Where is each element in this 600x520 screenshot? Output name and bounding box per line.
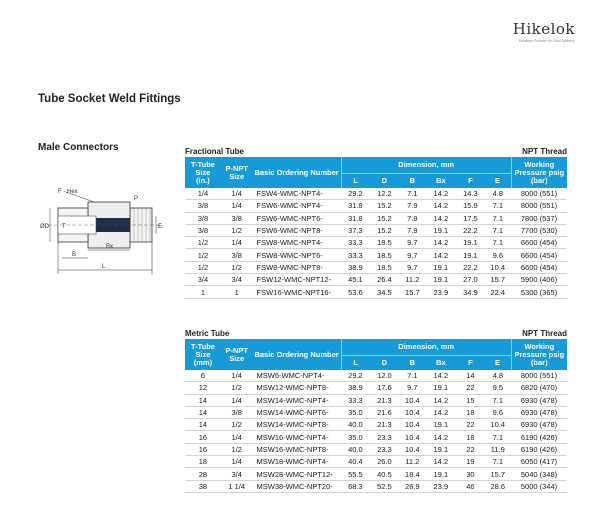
table-cell: 33.3: [341, 249, 369, 261]
table-cell: 7.9: [399, 200, 425, 212]
table-row: [185, 237, 567, 249]
col-dimension: Dimension, mm: [341, 339, 511, 356]
table-cell: 14.2: [426, 431, 457, 443]
page-title: Tube Socket Weld Fittings: [38, 93, 181, 105]
table-cell: MSW18-WMC-NPT4-: [253, 456, 342, 468]
table-row: [185, 431, 567, 443]
table-cell: 1/4: [221, 188, 253, 200]
table-cell: 14.2: [426, 237, 457, 249]
hex-label: F - Hex: [58, 189, 78, 195]
table-cell: 7.1: [485, 456, 511, 468]
table-cell: 10.4: [399, 419, 425, 431]
table-cell: 16: [185, 443, 221, 455]
table-cell: 1 1/4: [221, 480, 253, 492]
table-cell: 7.9: [399, 224, 425, 236]
table-cell: 9.6: [485, 249, 511, 261]
table-cell: 35.0: [341, 431, 369, 443]
table-cell: 40.5: [370, 468, 400, 480]
table-cell: 14.2: [426, 188, 457, 200]
table-cell: 19.1: [426, 261, 457, 273]
col-dim-l: L: [341, 174, 369, 189]
table-cell: 30: [456, 468, 484, 480]
table-cell: 3/8: [185, 200, 221, 212]
p-label: P: [134, 196, 139, 202]
metric-thread: NPT Thread: [522, 329, 567, 338]
table-cell: 7.1: [485, 200, 511, 212]
col-ordering-number: Basic Ordering Number: [253, 157, 342, 188]
table-cell: 10.4: [485, 261, 511, 273]
table-cell: 16: [185, 431, 221, 443]
table-cell: 1/4: [221, 237, 253, 249]
col-dim-f: F: [456, 174, 484, 189]
metric-caption: Metric Tube: [185, 329, 230, 338]
table-cell: 18: [456, 406, 484, 418]
table-cell: 1/4: [221, 431, 253, 443]
table-cell: FSW6-WMC-NPT8-: [253, 224, 342, 236]
table-cell: 1/4: [221, 456, 253, 468]
table-cell: 5900 (406): [511, 274, 567, 286]
table-cell: 22.2: [456, 261, 484, 273]
table-cell: 14: [185, 394, 221, 406]
table-cell: 3/4: [221, 468, 253, 480]
col-working-pressure: Working Pressure psig (bar): [511, 339, 567, 370]
table-cell: 26.9: [399, 480, 425, 492]
table-cell: FSW4-WMC-NPT4-: [253, 188, 342, 200]
col-dim-d: D: [370, 356, 400, 371]
table-cell: 7.1: [485, 394, 511, 406]
table-cell: 10.4: [485, 419, 511, 431]
table-cell: MSW14-WMC-NPT4-: [253, 394, 342, 406]
table-cell: 19.1: [426, 224, 457, 236]
table-cell: 14.2: [426, 212, 457, 224]
table-cell: 19.1: [456, 249, 484, 261]
table-cell: 5040 (348): [511, 468, 567, 480]
table-cell: 5300 (365): [511, 286, 567, 298]
table-cell: 6820 (470): [511, 382, 567, 394]
brand-tagline: Solutions Provider for Fluid Systems: [518, 39, 575, 43]
table-cell: 9.7: [399, 261, 425, 273]
table-cell: 68.3: [341, 480, 369, 492]
table-cell: 29.2: [341, 188, 369, 200]
fractional-caption: Fractional Tube: [185, 147, 244, 156]
table-cell: MSW38-WMC-NPT20-: [253, 480, 342, 492]
table-cell: 14.3: [456, 188, 484, 200]
table-cell: FSW16-WMC-NPT16-: [253, 286, 342, 298]
table-cell: 6600 (454): [511, 249, 567, 261]
table-cell: MSW16-WMC-NPT4-: [253, 431, 342, 443]
fractional-thread: NPT Thread: [522, 147, 567, 156]
col-dimension: Dimension, mm: [341, 157, 511, 174]
table-cell: MSW12-WMC-NPT8-: [253, 382, 342, 394]
table-cell: 11.2: [399, 274, 425, 286]
table-row: [185, 443, 567, 455]
table-cell: 22: [456, 419, 484, 431]
table-row: [185, 419, 567, 431]
table-cell: 33.3: [341, 394, 369, 406]
table-row: [185, 382, 567, 394]
table-cell: 38: [185, 480, 221, 492]
table-cell: 26.0: [370, 456, 400, 468]
col-dim-b: B: [399, 174, 425, 189]
col-ordering-number: Basic Ordering Number: [253, 339, 342, 370]
col-dim-bx: Bx: [426, 174, 457, 189]
table-cell: 40.0: [341, 443, 369, 455]
table-cell: 3/4: [185, 274, 221, 286]
table-cell: 34.5: [370, 286, 400, 298]
col-tube-size: T-Tube Size (in.): [185, 157, 221, 188]
table-cell: 1/2: [185, 261, 221, 273]
table-cell: 31.8: [341, 200, 369, 212]
table-cell: 14: [185, 419, 221, 431]
table-cell: 3/8: [221, 212, 253, 224]
e-label: E: [158, 224, 163, 230]
col-tube-size: T-Tube Size (mm): [185, 339, 221, 370]
table-cell: 14.2: [426, 406, 457, 418]
table-cell: 23.9: [426, 286, 457, 298]
table-cell: 10.4: [399, 394, 425, 406]
table-cell: 8000 (551): [511, 370, 567, 382]
table-cell: 14: [185, 406, 221, 418]
col-dim-f: F: [456, 356, 484, 371]
table-cell: 3/4: [221, 274, 253, 286]
table-cell: 15.2: [370, 224, 400, 236]
table-cell: 14.2: [426, 200, 457, 212]
fractional-table: [185, 157, 567, 299]
table-cell: 5000 (344): [511, 480, 567, 492]
table-row: [185, 456, 567, 468]
fractional-caption-row: [185, 146, 567, 157]
od-label: ØD: [40, 224, 49, 230]
table-cell: FSW6-WMC-NPT4-: [253, 200, 342, 212]
table-row: [185, 200, 567, 212]
table-cell: 15.7: [399, 286, 425, 298]
table-cell: FSW12-WMC-NPT12-: [253, 274, 342, 286]
table-cell: 18: [185, 456, 221, 468]
metric-table: [185, 339, 567, 493]
col-working-pressure: Working Pressure psig (bar): [511, 157, 567, 188]
table-cell: 1/2: [221, 382, 253, 394]
table-cell: 17.5: [456, 212, 484, 224]
table-cell: 14.2: [426, 249, 457, 261]
bx-label: Bx: [106, 244, 114, 250]
table-cell: 23.3: [370, 431, 400, 443]
table-cell: 21.3: [370, 394, 400, 406]
table-cell: 1/4: [221, 370, 253, 382]
table-cell: 1/4: [221, 394, 253, 406]
table-cell: 22.4: [485, 286, 511, 298]
table-cell: 19.1: [426, 382, 457, 394]
table-row: [185, 394, 567, 406]
table-cell: 9.7: [399, 382, 425, 394]
table-cell: 7.9: [399, 212, 425, 224]
table-cell: 52.5: [370, 480, 400, 492]
table-cell: 12: [185, 382, 221, 394]
table-row: [185, 224, 567, 236]
table-cell: 11.2: [399, 456, 425, 468]
table-cell: 19: [456, 456, 484, 468]
table-cell: 1/2: [221, 224, 253, 236]
table-cell: 28: [185, 468, 221, 480]
table-cell: 35.0: [341, 406, 369, 418]
col-dim-bx: Bx: [426, 356, 457, 371]
table-cell: FSW8-WMC-NPT4-: [253, 237, 342, 249]
table-cell: MSW14-WMC-NPT8-: [253, 419, 342, 431]
table-row: [185, 212, 567, 224]
table-row: [185, 468, 567, 480]
table-cell: 9.7: [399, 237, 425, 249]
table-cell: 6: [185, 370, 221, 382]
table-cell: 14.2: [426, 456, 457, 468]
table-cell: 21.3: [370, 419, 400, 431]
table-cell: 1: [185, 286, 221, 298]
table-cell: 33.3: [341, 237, 369, 249]
table-row: [185, 406, 567, 418]
table-cell: 22.2: [456, 224, 484, 236]
table-cell: 6190 (426): [511, 431, 567, 443]
table-cell: 19.1: [426, 468, 457, 480]
table-cell: MSW28-WMC-NPT12-: [253, 468, 342, 480]
table-cell: 18.5: [370, 237, 400, 249]
table-cell: 19.1: [426, 419, 457, 431]
table-cell: 9.6: [485, 406, 511, 418]
table-cell: 6050 (417): [511, 456, 567, 468]
table-cell: 12.0: [370, 370, 400, 382]
table-cell: 1: [221, 286, 253, 298]
table-cell: 6930 (478): [511, 419, 567, 431]
table-cell: 1/2: [221, 261, 253, 273]
table-row: [185, 261, 567, 273]
col-dim-l: L: [341, 356, 369, 371]
fractional-table-section: [185, 146, 567, 299]
table-cell: 1/2: [185, 237, 221, 249]
table-cell: 3/8: [185, 224, 221, 236]
l-label: L: [102, 264, 106, 270]
table-cell: 15.2: [370, 200, 400, 212]
table-cell: 40.4: [341, 456, 369, 468]
table-cell: 38.9: [341, 382, 369, 394]
table-cell: 23.9: [426, 480, 457, 492]
table-cell: 1/2: [185, 249, 221, 261]
table-cell: 18.5: [370, 261, 400, 273]
table-cell: 7700 (530): [511, 224, 567, 236]
table-cell: 15: [456, 394, 484, 406]
brand-name: Hikelok: [512, 20, 575, 38]
table-row: [185, 274, 567, 286]
table-cell: 11.9: [485, 443, 511, 455]
table-cell: FSW6-WMC-NPT6-: [253, 212, 342, 224]
table-cell: 10.4: [399, 431, 425, 443]
table-cell: 31.8: [341, 212, 369, 224]
table-cell: 9.5: [485, 382, 511, 394]
table-cell: 14: [456, 370, 484, 382]
table-cell: MSW16-WMC-NPT8-: [253, 443, 342, 455]
table-cell: MSW14-WMC-NPT6-: [253, 406, 342, 418]
table-cell: 15.7: [485, 274, 511, 286]
table-cell: 19.1: [456, 237, 484, 249]
table-cell: 53.6: [341, 286, 369, 298]
table-cell: 15.2: [370, 212, 400, 224]
table-cell: 19.1: [426, 274, 457, 286]
col-dim-e: E: [485, 356, 511, 371]
table-row: [185, 249, 567, 261]
table-cell: 34.9: [456, 286, 484, 298]
table-cell: 7.1: [485, 237, 511, 249]
metric-caption-row: [185, 328, 567, 339]
table-cell: 14.2: [426, 370, 457, 382]
table-cell: 17.6: [370, 382, 400, 394]
table-cell: 27.0: [456, 274, 484, 286]
table-cell: 8000 (551): [511, 200, 567, 212]
table-cell: 1/4: [221, 200, 253, 212]
col-pnpt-size: P-NPT Size: [221, 339, 253, 370]
col-pnpt-size: P-NPT Size: [221, 157, 253, 188]
table-row: [185, 370, 567, 382]
brand-logo: [513, 20, 575, 43]
table-row: [185, 188, 567, 200]
table-cell: 7.1: [485, 431, 511, 443]
table-cell: 6930 (478): [511, 394, 567, 406]
table-cell: 15.7: [485, 468, 511, 480]
table-cell: 9.7: [399, 249, 425, 261]
table-cell: 21.6: [370, 406, 400, 418]
table-cell: 1/4: [185, 188, 221, 200]
table-cell: 40.0: [341, 419, 369, 431]
table-cell: 19.1: [426, 443, 457, 455]
table-cell: 14.2: [426, 394, 457, 406]
table-cell: 45.1: [341, 274, 369, 286]
table-cell: 10.4: [399, 406, 425, 418]
table-cell: 22: [456, 382, 484, 394]
table-cell: 18: [456, 431, 484, 443]
table-cell: 22: [456, 443, 484, 455]
table-cell: 3/8: [221, 406, 253, 418]
table-cell: 37.3: [341, 224, 369, 236]
table-cell: 6190 (426): [511, 443, 567, 455]
table-cell: 18.4: [399, 468, 425, 480]
b-label: B: [72, 252, 77, 258]
table-cell: 7.1: [485, 224, 511, 236]
connector-diagram: [38, 186, 188, 296]
table-cell: 4.8: [485, 370, 511, 382]
table-cell: 12.2: [370, 188, 400, 200]
table-cell: 6930 (478): [511, 406, 567, 418]
table-cell: 4.8: [485, 188, 511, 200]
t-label: T: [62, 224, 66, 230]
table-cell: 7800 (537): [511, 212, 567, 224]
table-cell: 3/8: [221, 249, 253, 261]
table-cell: 23.3: [370, 443, 400, 455]
table-cell: 55.5: [341, 468, 369, 480]
table-cell: 1/2: [221, 419, 253, 431]
table-cell: MSW6-WMC-NPT4-: [253, 370, 342, 382]
table-cell: FSW8-WMC-NPT8-: [253, 261, 342, 273]
table-cell: 8000 (551): [511, 188, 567, 200]
col-dim-e: E: [485, 174, 511, 189]
table-cell: 15.9: [456, 200, 484, 212]
table-cell: 3/8: [185, 212, 221, 224]
table-cell: 7.1: [485, 212, 511, 224]
table-cell: 1/2: [221, 443, 253, 455]
section-title: Male Connectors: [38, 142, 119, 153]
table-cell: 7.1: [399, 370, 425, 382]
table-cell: 38.9: [341, 261, 369, 273]
table-row: [185, 286, 567, 298]
table-row: [185, 480, 567, 492]
table-cell: 6600 (454): [511, 261, 567, 273]
table-cell: 10.4: [399, 443, 425, 455]
table-cell: 18.5: [370, 249, 400, 261]
col-dim-d: D: [370, 174, 400, 189]
table-cell: 7.1: [399, 188, 425, 200]
metric-table-section: [185, 328, 567, 493]
table-cell: 29.2: [341, 370, 369, 382]
table-cell: FSW8-WMC-NPT6-: [253, 249, 342, 261]
table-cell: 6600 (454): [511, 237, 567, 249]
table-cell: 46: [456, 480, 484, 492]
col-dim-b: B: [399, 356, 425, 371]
table-cell: 26.4: [370, 274, 400, 286]
table-cell: 28.6: [485, 480, 511, 492]
